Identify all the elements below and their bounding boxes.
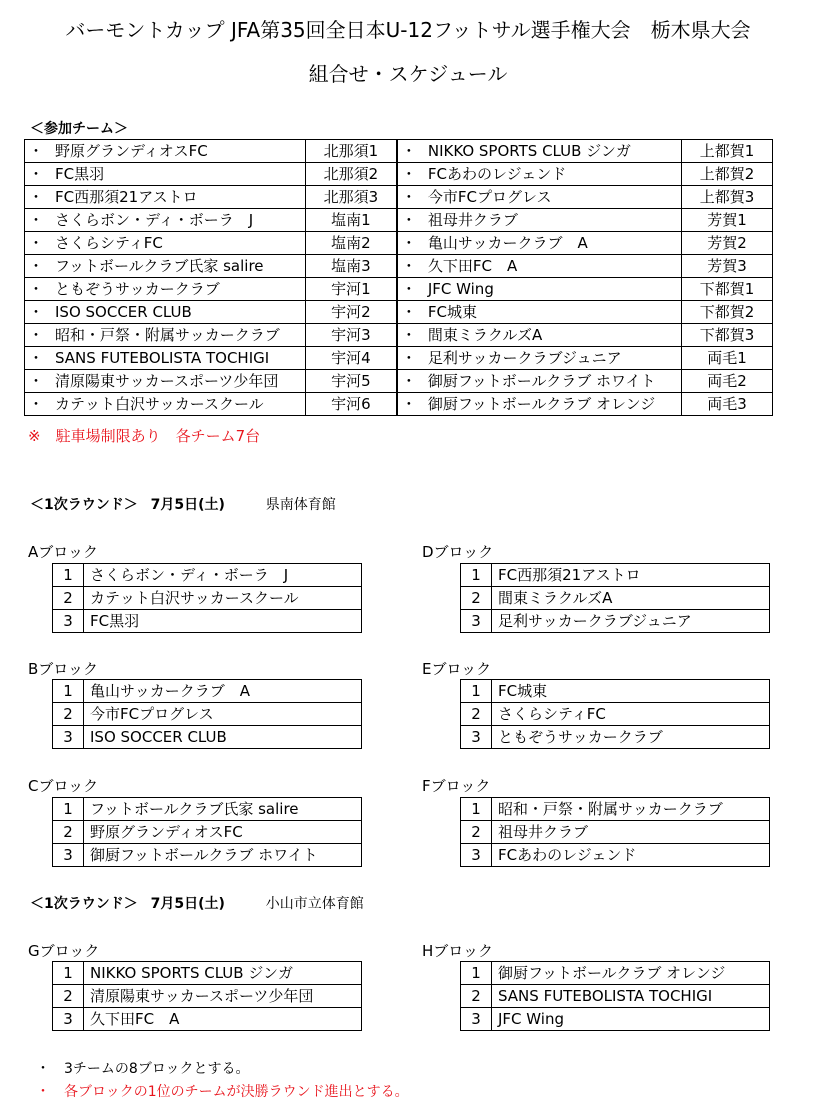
team-name: さくらシティFC: [47, 232, 305, 255]
note-2: ・ 各ブロックの1位のチームが決勝ラウンド進出とする。: [36, 1084, 409, 1100]
block-row: [461, 680, 770, 703]
team-region: 下都賀2: [682, 301, 773, 324]
team-row: [25, 140, 773, 163]
team-row: [25, 163, 773, 186]
block-d-table: [460, 563, 770, 633]
block-seed: 1: [53, 680, 84, 703]
round1-heading: [30, 494, 336, 514]
team-name: 亀山サッカークラブ A: [420, 232, 682, 255]
team-region: 宇河5: [305, 370, 397, 393]
block-team-name: フットボールクラブ氏家 salire: [84, 798, 362, 821]
block-seed: 3: [53, 610, 84, 633]
team-name: JFC Wing: [420, 278, 682, 301]
block-row: [461, 844, 770, 867]
team-name: FC城東: [420, 301, 682, 324]
block-seed: 2: [461, 587, 492, 610]
round1-date: 7月5日(土): [150, 497, 225, 513]
team-name: 御厨フットボールクラブ オレンジ: [420, 393, 682, 416]
block-seed: 1: [461, 798, 492, 821]
block-team-name: カテット白沢サッカースクール: [84, 587, 362, 610]
block-team-name: さくらボン・ディ・ボーラ J: [84, 564, 362, 587]
bullet: ・: [397, 186, 420, 209]
block-row: [461, 726, 770, 749]
team-name: NIKKO SPORTS CLUB ジンガ: [420, 140, 682, 163]
team-row: [25, 186, 773, 209]
block-team-name: JFC Wing: [492, 1008, 770, 1031]
team-region: 宇河4: [305, 347, 397, 370]
block-row: [53, 587, 362, 610]
bullet: ・: [25, 140, 48, 163]
team-region: 宇河1: [305, 278, 397, 301]
team-region: 宇河2: [305, 301, 397, 324]
block-row: [461, 962, 770, 985]
bullet: ・: [25, 163, 48, 186]
round2-date: 7月5日(土): [150, 896, 225, 912]
block-seed: 1: [461, 680, 492, 703]
block-f-title: Fブロック: [422, 777, 491, 795]
team-region: 芳賀3: [682, 255, 773, 278]
block-team-name: FC黒羽: [84, 610, 362, 633]
team-name: フットボールクラブ氏家 salire: [47, 255, 305, 278]
block-row: [53, 844, 362, 867]
bullet: ・: [397, 393, 420, 416]
block-team-name: 昭和・戸祭・附属サッカークラブ: [492, 798, 770, 821]
block-team-name: 御厨フットボールクラブ ホワイト: [84, 844, 362, 867]
team-name: ともぞうサッカークラブ: [47, 278, 305, 301]
team-name: さくらボン・ディ・ボーラ J: [47, 209, 305, 232]
block-b-table: [52, 679, 362, 749]
team-name: 今市FCプログレス: [420, 186, 682, 209]
block-seed: 1: [461, 962, 492, 985]
block-team-name: NIKKO SPORTS CLUB ジンガ: [84, 962, 362, 985]
round2-heading: [30, 893, 364, 913]
block-row: [461, 703, 770, 726]
team-region: 塩南2: [305, 232, 397, 255]
block-seed: 2: [53, 587, 84, 610]
team-row: [25, 278, 773, 301]
block-seed: 1: [53, 564, 84, 587]
block-row: [53, 821, 362, 844]
block-row: [461, 564, 770, 587]
bullet: ・: [397, 232, 420, 255]
bullet: ・: [25, 209, 48, 232]
team-name: 清原陽東サッカースポーツ少年団: [47, 370, 305, 393]
bullet: ・: [397, 209, 420, 232]
team-region: 上都賀1: [682, 140, 773, 163]
team-name: 御厨フットボールクラブ ホワイト: [420, 370, 682, 393]
block-team-name: 野原グランディオスFC: [84, 821, 362, 844]
block-row: [53, 726, 362, 749]
block-team-name: 足利サッカークラブジュニア: [492, 610, 770, 633]
teams-table: [24, 139, 773, 416]
team-name: 久下田FC A: [420, 255, 682, 278]
team-name: FC黒羽: [47, 163, 305, 186]
bullet: ・: [25, 301, 48, 324]
block-row: [53, 703, 362, 726]
block-row: [461, 821, 770, 844]
block-a-table: [52, 563, 362, 633]
block-h-table: [460, 961, 770, 1031]
block-seed: 3: [461, 844, 492, 867]
team-name: FC西那須21アストロ: [47, 186, 305, 209]
team-row: [25, 370, 773, 393]
block-row: [53, 798, 362, 821]
block-team-name: FCあわのレジェンド: [492, 844, 770, 867]
team-region: 上都賀3: [682, 186, 773, 209]
block-seed: 2: [53, 985, 84, 1008]
page-subtitle: 組合せ・スケジュール: [308, 62, 508, 86]
block-seed: 3: [461, 726, 492, 749]
team-region: 芳賀2: [682, 232, 773, 255]
block-team-name: ISO SOCCER CLUB: [84, 726, 362, 749]
team-region: 塩南1: [305, 209, 397, 232]
block-row: [53, 985, 362, 1008]
team-row: [25, 255, 773, 278]
team-name: 間東ミラクルズA: [420, 324, 682, 347]
block-row: [461, 1008, 770, 1031]
block-row: [53, 564, 362, 587]
bullet: ・: [397, 301, 420, 324]
round2-label: ＜1次ラウンド＞: [30, 896, 138, 912]
bullet: ・: [25, 324, 48, 347]
bullet: ・: [25, 255, 48, 278]
team-region: 両毛2: [682, 370, 773, 393]
team-row: [25, 393, 773, 416]
team-name: カテット白沢サッカースクール: [47, 393, 305, 416]
block-seed: 2: [461, 821, 492, 844]
team-name: 足利サッカークラブジュニア: [420, 347, 682, 370]
team-region: 下都賀1: [682, 278, 773, 301]
block-seed: 1: [461, 564, 492, 587]
block-team-name: ともぞうサッカークラブ: [492, 726, 770, 749]
block-a-title: Aブロック: [28, 543, 98, 561]
block-e-title: Eブロック: [422, 660, 492, 678]
block-seed: 2: [461, 985, 492, 1008]
round1-label: ＜1次ラウンド＞: [30, 497, 138, 513]
team-row: [25, 232, 773, 255]
block-g-title: Gブロック: [28, 942, 100, 960]
bullet: ・: [25, 347, 48, 370]
block-row: [461, 587, 770, 610]
block-e-table: [460, 679, 770, 749]
note-1: ・ 3チームの8ブロックとする。: [36, 1061, 250, 1077]
team-region: 宇河3: [305, 324, 397, 347]
bullet: ・: [25, 278, 48, 301]
team-region: 北那須3: [305, 186, 397, 209]
bullet: ・: [25, 370, 48, 393]
team-row: [25, 209, 773, 232]
bullet: ・: [25, 393, 48, 416]
team-name: 祖母井クラブ: [420, 209, 682, 232]
block-team-name: 御厨フットボールクラブ オレンジ: [492, 962, 770, 985]
block-seed: 3: [461, 1008, 492, 1031]
block-seed: 3: [53, 1008, 84, 1031]
block-seed: 2: [461, 703, 492, 726]
bullet: ・: [397, 140, 420, 163]
team-name: 昭和・戸祭・附属サッカークラブ: [47, 324, 305, 347]
block-team-name: 清原陽東サッカースポーツ少年団: [84, 985, 362, 1008]
block-h-title: Hブロック: [422, 942, 493, 960]
block-c-table: [52, 797, 362, 867]
block-team-name: 亀山サッカークラブ A: [84, 680, 362, 703]
block-f-table: [460, 797, 770, 867]
parking-note: ※ 駐車場制限あり 各チーム7台: [28, 427, 261, 445]
block-team-name: 祖母井クラブ: [492, 821, 770, 844]
round1-venue: 県南体育館: [265, 497, 336, 513]
block-team-name: FC西那須21アストロ: [492, 564, 770, 587]
bullet: ・: [397, 324, 420, 347]
block-row: [461, 610, 770, 633]
bullet: ・: [25, 232, 48, 255]
team-name: SANS FUTEBOLISTA TOCHIGI: [47, 347, 305, 370]
team-region: 両毛1: [682, 347, 773, 370]
team-region: 塩南3: [305, 255, 397, 278]
block-seed: 3: [461, 610, 492, 633]
block-g-table: [52, 961, 362, 1031]
round2-venue: 小山市立体育館: [265, 896, 364, 912]
block-row: [461, 798, 770, 821]
block-seed: 1: [53, 798, 84, 821]
block-d-title: Dブロック: [422, 543, 494, 561]
block-seed: 3: [53, 844, 84, 867]
team-row: [25, 301, 773, 324]
bullet: ・: [397, 370, 420, 393]
team-name: FCあわのレジェンド: [420, 163, 682, 186]
block-team-name: SANS FUTEBOLISTA TOCHIGI: [492, 985, 770, 1008]
team-region: 下都賀3: [682, 324, 773, 347]
team-row: [25, 347, 773, 370]
block-row: [53, 1008, 362, 1031]
team-region: 宇河6: [305, 393, 397, 416]
team-name: ISO SOCCER CLUB: [47, 301, 305, 324]
block-seed: 3: [53, 726, 84, 749]
team-region: 両毛3: [682, 393, 773, 416]
team-name: 野原グランディオスFC: [47, 140, 305, 163]
team-region: 上都賀2: [682, 163, 773, 186]
bullet: ・: [25, 186, 48, 209]
block-row: [461, 985, 770, 1008]
block-seed: 2: [53, 703, 84, 726]
block-b-title: Bブロック: [28, 660, 98, 678]
block-team-name: FC城東: [492, 680, 770, 703]
bullet: ・: [397, 278, 420, 301]
block-seed: 1: [53, 962, 84, 985]
bullet: ・: [397, 255, 420, 278]
block-row: [53, 962, 362, 985]
block-seed: 2: [53, 821, 84, 844]
block-row: [53, 610, 362, 633]
block-team-name: 間東ミラクルズA: [492, 587, 770, 610]
team-region: 北那須1: [305, 140, 397, 163]
block-team-name: 今市FCプログレス: [84, 703, 362, 726]
page-title: バーモントカップ JFA第35回全日本U-12フットサル選手権大会 栃木県大会: [65, 18, 751, 42]
team-region: 北那須2: [305, 163, 397, 186]
block-c-title: Cブロック: [28, 777, 99, 795]
teams-heading: ＜参加チーム＞: [30, 121, 128, 137]
block-row: [53, 680, 362, 703]
bullet: ・: [397, 347, 420, 370]
team-row: [25, 324, 773, 347]
team-region: 芳賀1: [682, 209, 773, 232]
bullet: ・: [397, 163, 420, 186]
block-team-name: 久下田FC A: [84, 1008, 362, 1031]
block-team-name: さくらシティFC: [492, 703, 770, 726]
